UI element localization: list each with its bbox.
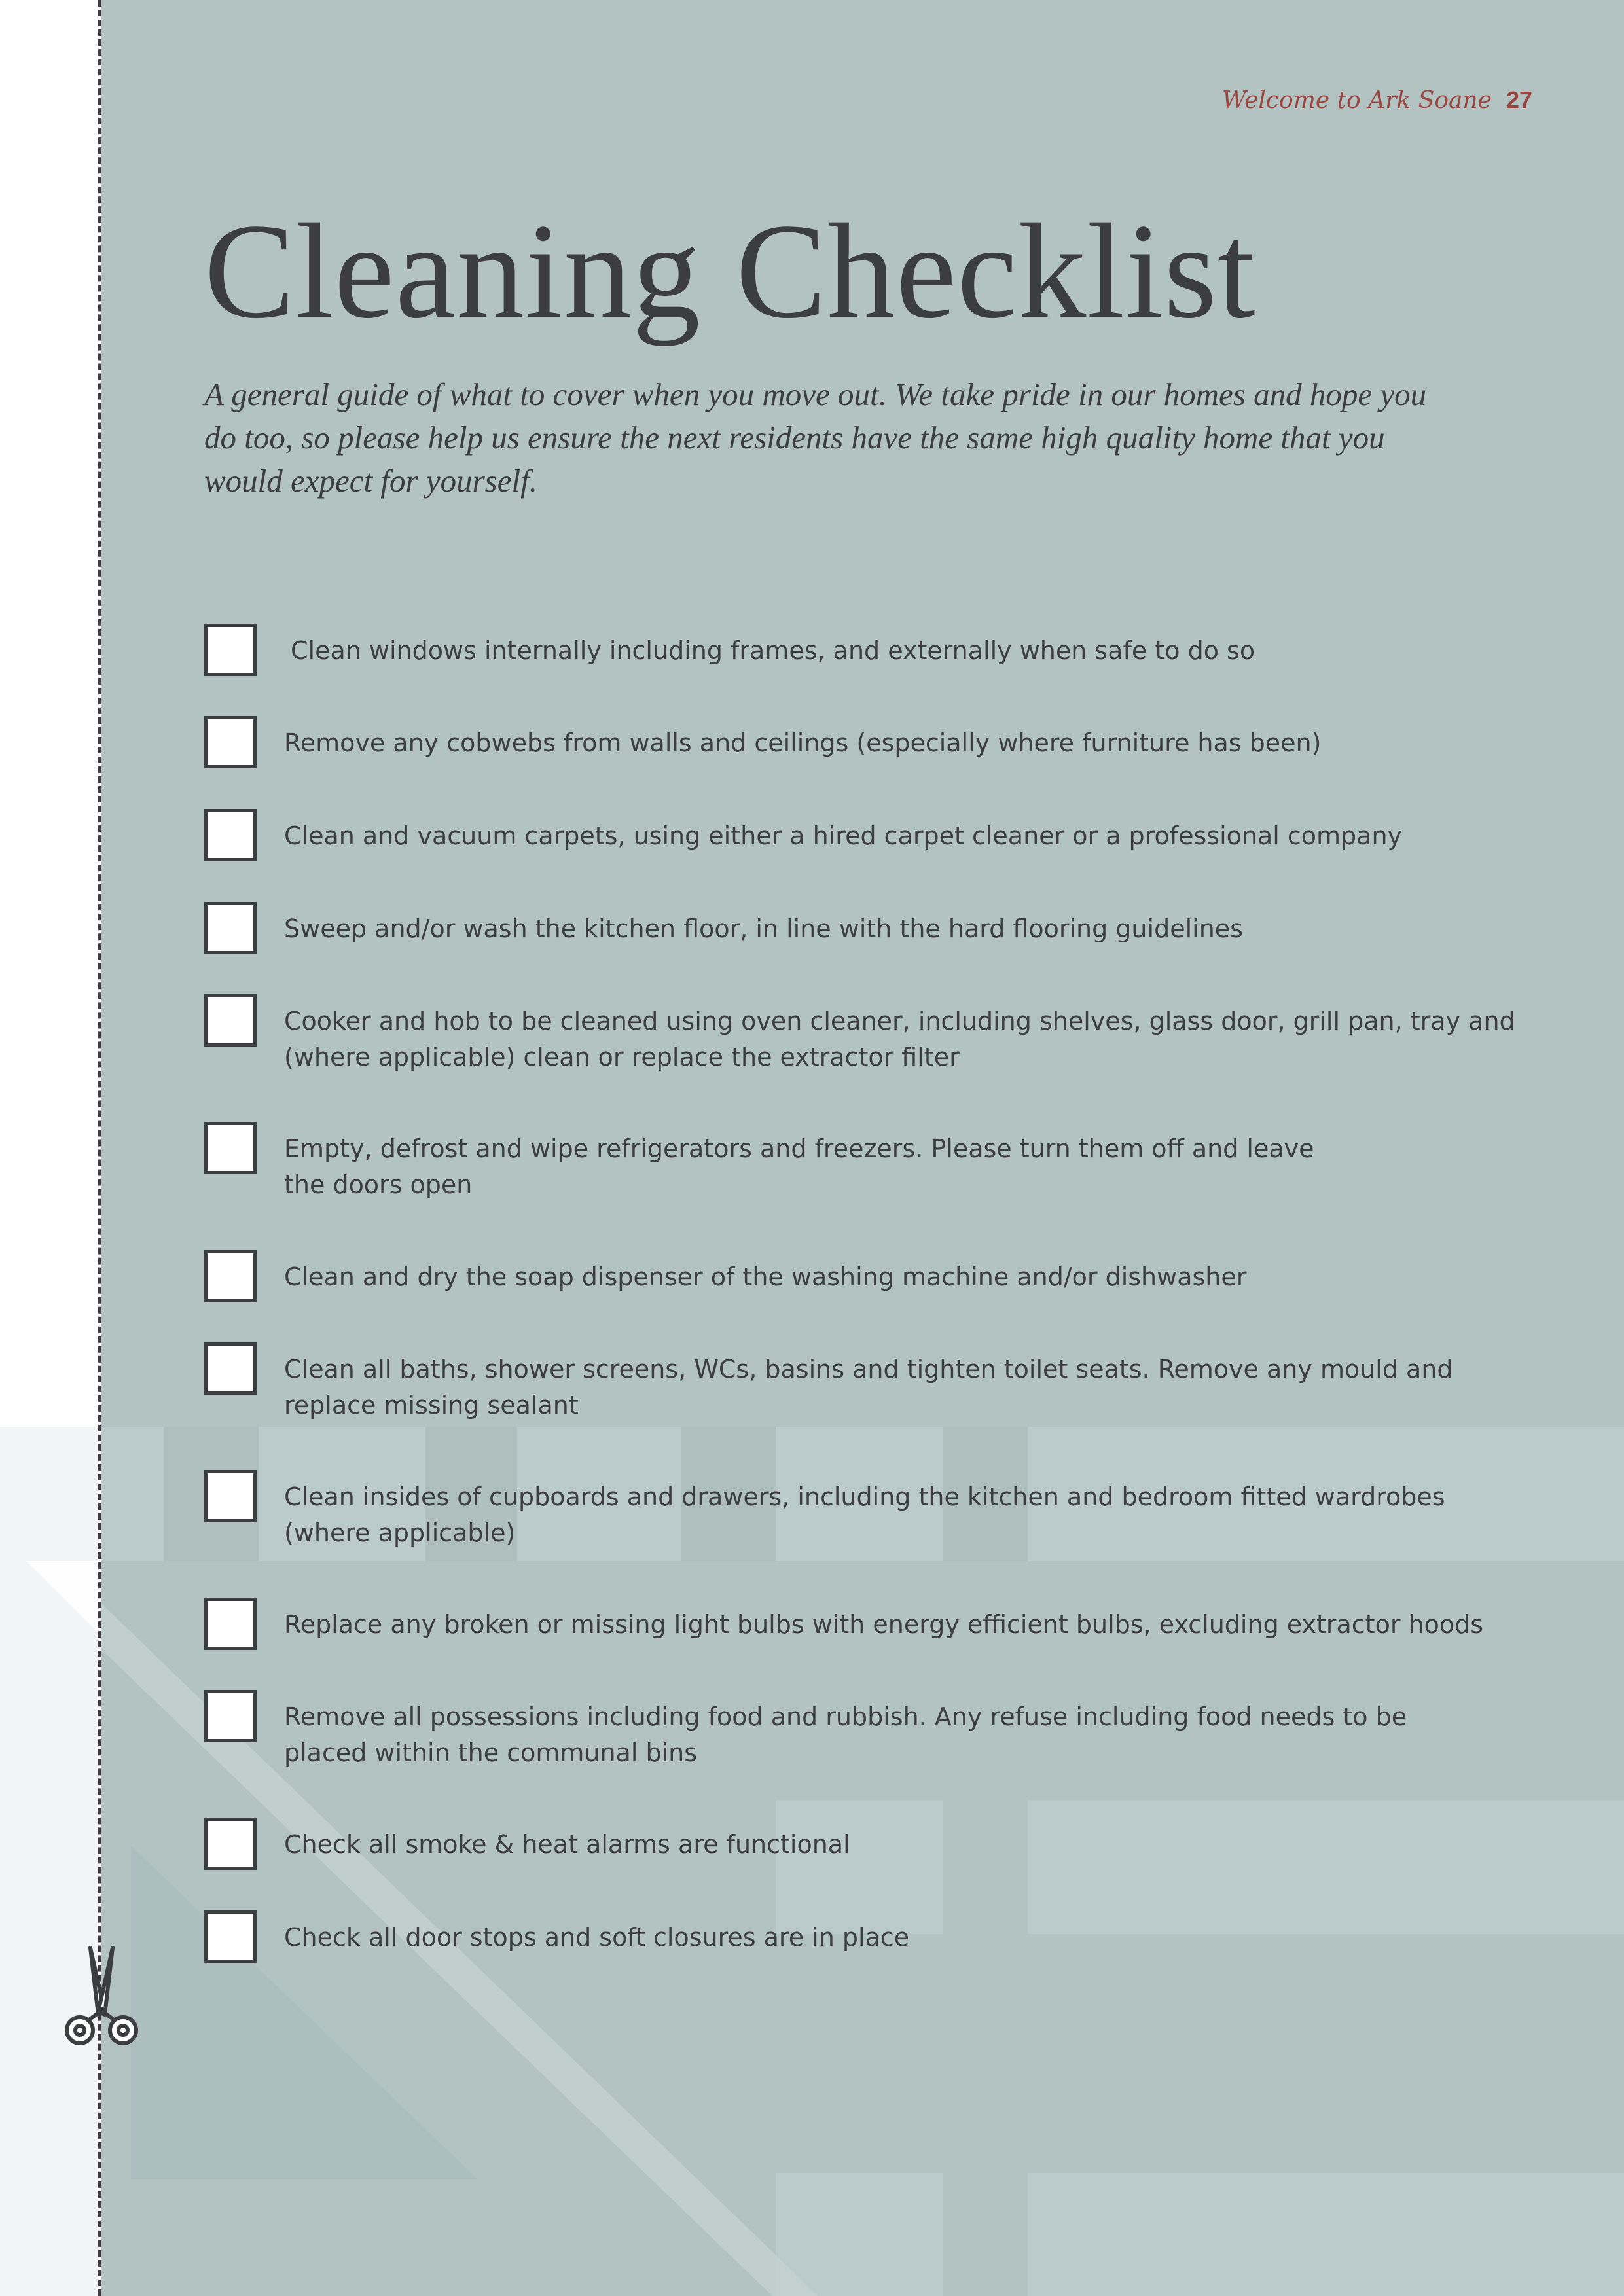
checkbox[interactable]	[204, 1250, 257, 1302]
checklist-item-text: Clean and dry the soap dispenser of the washing machine and/or dishwasher	[284, 1263, 1247, 1291]
page-title: Cleaning Checklist	[204, 196, 1256, 346]
checkbox[interactable]	[204, 1470, 257, 1522]
running-title: Welcome to Ark Soane	[1222, 87, 1492, 114]
checklist-item-text: Sweep and/or wash the kitchen floor, in line with the hard flooring guidelines	[284, 914, 1243, 943]
checklist-item-text: Check all smoke & heat alarms are functional	[284, 1830, 850, 1859]
checklist-item-text: Clean insides of cupboards and drawers, including the kitchen and bedroom fitted wardrobes (where applicable)	[284, 1482, 1445, 1547]
checkbox[interactable]	[204, 624, 257, 676]
checkbox[interactable]	[204, 1818, 257, 1870]
page-number: 27	[1506, 86, 1532, 113]
checklist-item-text: Empty, defrost and wipe refrigerators and freezers. Please turn them off and leave the doors open	[284, 1134, 1314, 1199]
checkbox[interactable]	[204, 1342, 257, 1395]
checkbox[interactable]	[204, 716, 257, 768]
checkbox[interactable]	[204, 1910, 257, 1963]
checklist-item-text: Remove any cobwebs from walls and ceilings (especially where furniture has been)	[284, 728, 1322, 757]
checkbox[interactable]	[204, 1690, 257, 1742]
intro-paragraph: A general guide of what to cover when you move out. We take pride in our homes and hope you do too, so please help us ensure the next residents have the same high quality home that you would expect for yourself.	[204, 376, 1427, 499]
checklist-item-text: Cooker and hob to be cleaned using oven cleaner, including shelves, glass door, grill pan, tray and (where applicable) clean or replace the extractor filter	[284, 1007, 1515, 1071]
checklist-item-text: Clean all baths, shower screens, WCs, basins and tighten toilet seats. Remove any mould and replace missing sealant	[284, 1355, 1453, 1420]
checklist-item-text: Clean and vacuum carpets, using either a hired carpet cleaner or a professional company	[284, 821, 1403, 850]
checkbox[interactable]	[204, 1598, 257, 1650]
checkbox[interactable]	[204, 809, 257, 861]
checkbox[interactable]	[204, 994, 257, 1047]
checklist-item-text: Check all door stops and soft closures are in place	[284, 1923, 910, 1952]
checkbox[interactable]	[204, 1122, 257, 1174]
checklist-item-text: Replace any broken or missing light bulbs with energy efficient bulbs, excluding extractor hoods	[284, 1610, 1484, 1639]
checklist-item-text: Remove all possessions including food and rubbish. Any refuse including food needs to be placed within the communal bins	[284, 1702, 1407, 1767]
checkbox[interactable]	[204, 902, 257, 954]
checklist-item-text: Clean windows internally including frames, and externally when safe to do so	[291, 636, 1255, 665]
scissors-icon	[52, 1944, 144, 2049]
